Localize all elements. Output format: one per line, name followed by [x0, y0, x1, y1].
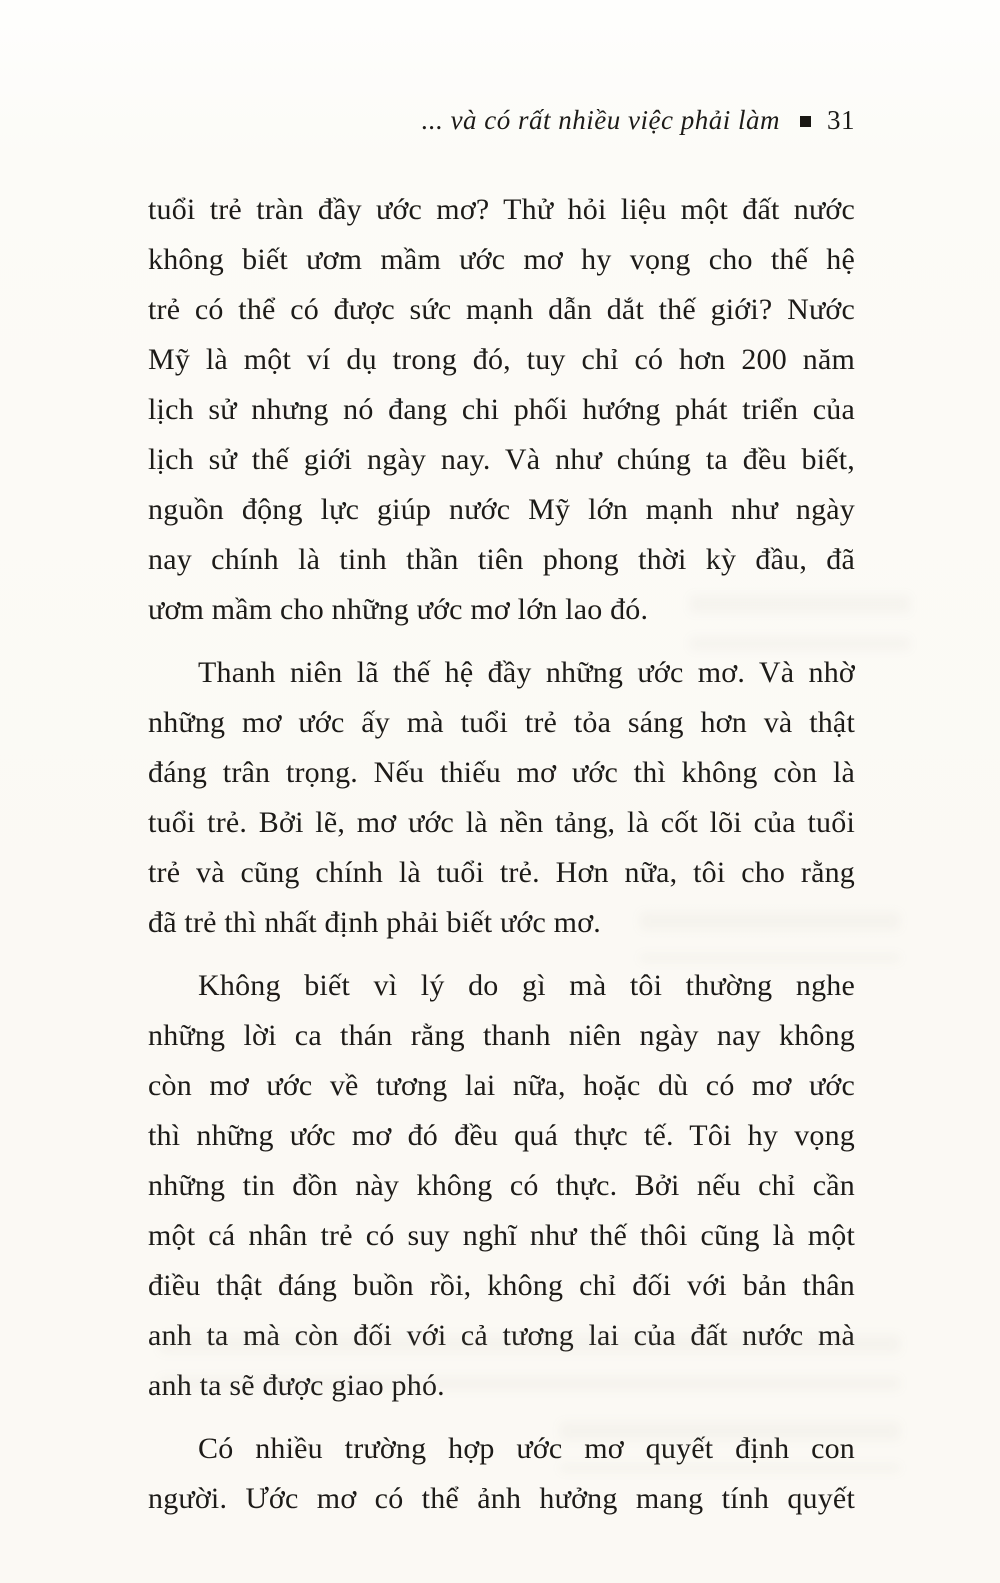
text-line: nguồn động lực giúp nước Mỹ lớn mạnh như ngày: [148, 493, 855, 526]
text-line: anh ta sẽ được giao phó.: [148, 1369, 445, 1402]
text-line: Không biết vì lý do gì mà tôi thường nghe: [198, 969, 855, 1002]
body-text: [148, 185, 855, 1524]
text-line: một cá nhân trẻ có suy nghĩ như thế thôi cũng là một: [148, 1219, 855, 1252]
text-line: thì những ước mơ đó đều quá thực tế. Tôi hy vọng: [148, 1119, 855, 1152]
text-line: anh ta mà còn đối với cả tương lai của đất nước mà: [148, 1319, 855, 1352]
text-line: Mỹ là một ví dụ trong đó, tuy chỉ có hơn 200 năm: [148, 343, 855, 376]
text-line: đã trẻ thì nhất định phải biết ước mơ.: [148, 906, 601, 939]
text-line: Thanh niên lã thế hệ đầy những ước mơ. Và nhờ: [198, 656, 855, 689]
square-bullet-icon: [800, 116, 811, 127]
text-line: Có nhiều trường hợp ước mơ quyết định con: [198, 1432, 855, 1465]
paragraph: [148, 961, 855, 1411]
text-line: đáng trân trọng. Nếu thiếu mơ ước thì không còn là: [148, 756, 855, 789]
text-line: không biết ươm mầm ước mơ hy vọng cho thế hệ: [148, 243, 855, 276]
text-line: những lời ca thán rằng thanh niên ngày nay không: [148, 1019, 855, 1052]
text-line: trẻ và cũng chính là tuổi trẻ. Hơn nữa, tôi cho rằng: [148, 856, 855, 889]
text-line: trẻ có thể có được sức mạnh dẫn dắt thế giới? Nước: [148, 293, 855, 326]
text-line: ươm mầm cho những ước mơ lớn lao đó.: [148, 593, 649, 626]
chapter-title: ... và có rất nhiều việc phải làm: [421, 105, 780, 135]
text-line: lịch sử nhưng nó đang chi phối hướng phát triển của: [148, 393, 855, 426]
running-header: [148, 103, 855, 137]
text-line: tuổi trẻ. Bởi lẽ, mơ ước là nền tảng, là cốt lõi của tuổi: [148, 806, 855, 839]
text-line: những mơ ước ấy mà tuổi trẻ tỏa sáng hơn và thật: [148, 706, 855, 739]
paragraph: [148, 1424, 855, 1524]
paragraph: [148, 185, 855, 635]
paragraph: [148, 648, 855, 948]
text-line: lịch sử thế giới ngày nay. Và như chúng ta đều biết,: [148, 443, 855, 476]
text-line: nay chính là tinh thần tiên phong thời kỳ đầu, đã: [148, 543, 855, 576]
text-line: điều thật đáng buồn rồi, không chỉ đối với bản thân: [148, 1269, 855, 1302]
text-line: người. Ước mơ có thể ảnh hưởng mang tính quyết: [148, 1482, 855, 1515]
text-line: tuổi trẻ tràn đầy ước mơ? Thử hỏi liệu một đất nước: [148, 193, 855, 226]
text-line: những tin đồn này không có thực. Bởi nếu chỉ cần: [148, 1169, 855, 1202]
page-number: 31: [827, 105, 855, 135]
text-line: còn mơ ước về tương lai nữa, hoặc dù có mơ ước: [148, 1069, 855, 1102]
